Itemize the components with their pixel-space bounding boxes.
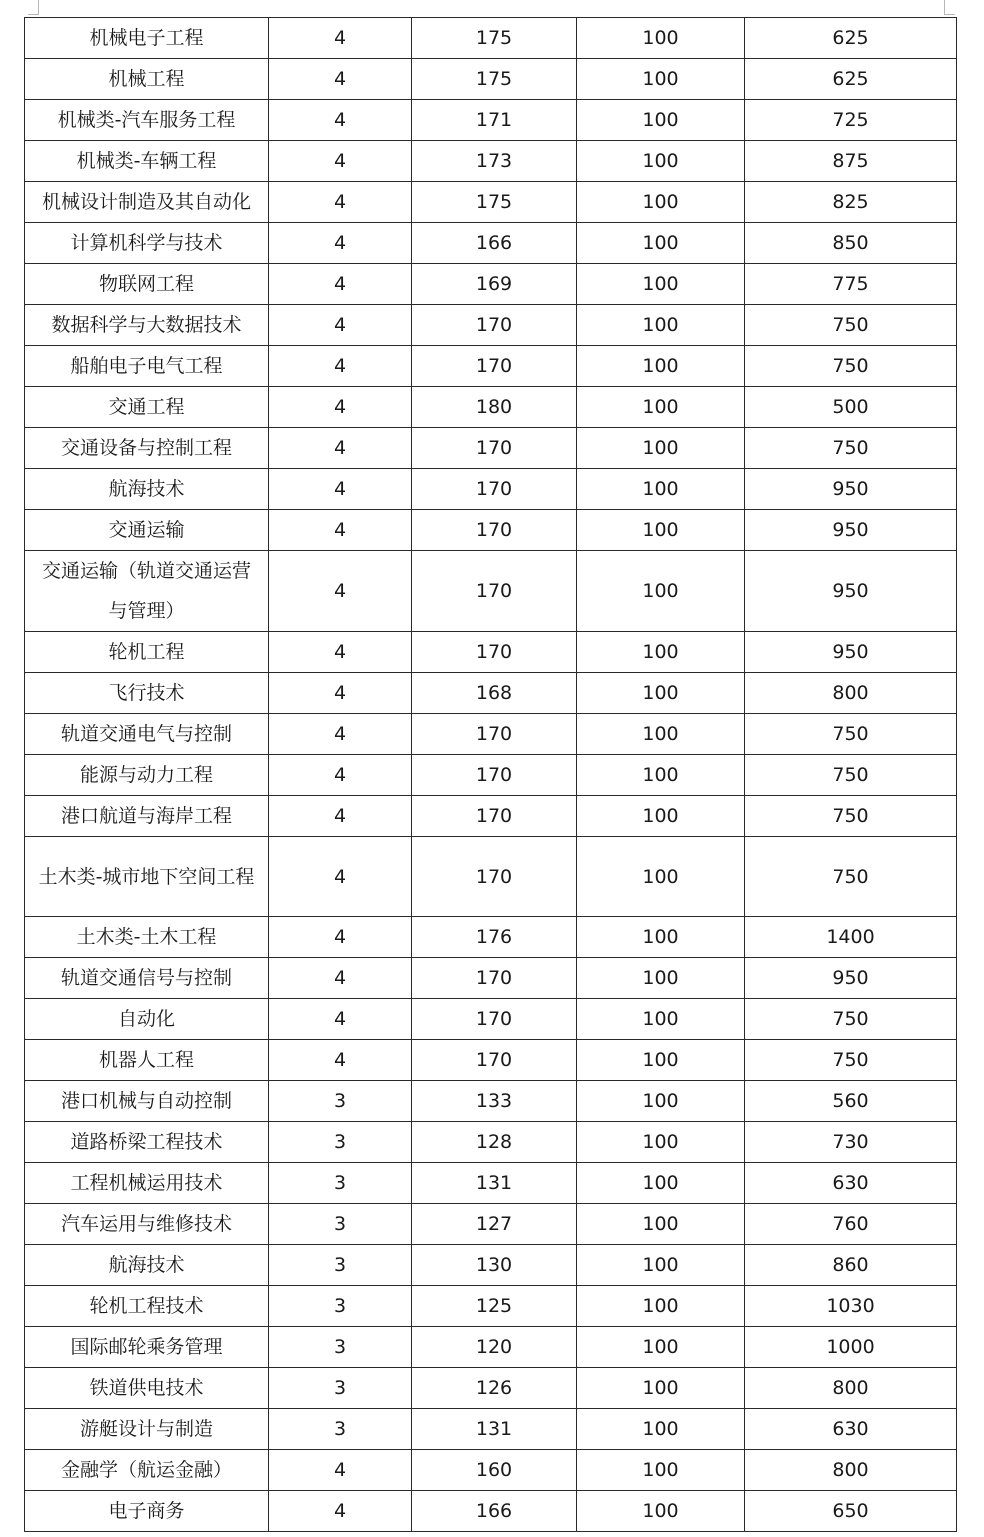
cell-credits: 170 (412, 428, 577, 469)
cell-fee: 750 (745, 428, 957, 469)
cell-years: 4 (269, 59, 412, 100)
cell-fee: 1030 (745, 1286, 957, 1327)
cell-major: 机械类-车辆工程 (25, 141, 269, 182)
cell-credits: 125 (412, 1286, 577, 1327)
cell-major: 机械工程 (25, 59, 269, 100)
cell-score: 100 (577, 18, 745, 59)
table-row (25, 346, 957, 387)
cell-fee: 750 (745, 305, 957, 346)
table-row (25, 1122, 957, 1163)
cell-credits: 170 (412, 755, 577, 796)
cell-score: 100 (577, 1040, 745, 1081)
cell-fee: 950 (745, 469, 957, 510)
cell-score: 100 (577, 714, 745, 755)
table-row (25, 1204, 957, 1245)
table-row (25, 223, 957, 264)
cell-major: 自动化 (25, 999, 269, 1040)
cell-years: 4 (269, 100, 412, 141)
table-row (25, 141, 957, 182)
cell-fee: 950 (745, 551, 957, 632)
cell-score: 100 (577, 182, 745, 223)
cell-major: 轨道交通信号与控制 (25, 958, 269, 999)
table-row (25, 755, 957, 796)
cell-score: 100 (577, 1286, 745, 1327)
cell-score: 100 (577, 632, 745, 673)
cell-fee: 500 (745, 387, 957, 428)
cell-years: 3 (269, 1163, 412, 1204)
table-row (25, 673, 957, 714)
cell-fee: 750 (745, 714, 957, 755)
cell-years: 4 (269, 1450, 412, 1491)
cell-fee: 750 (745, 796, 957, 837)
table-row (25, 428, 957, 469)
cell-years: 4 (269, 796, 412, 837)
cell-years: 4 (269, 917, 412, 958)
page-corner-mark-right (944, 0, 955, 15)
table-row (25, 1450, 957, 1491)
cell-fee: 775 (745, 264, 957, 305)
cell-major: 数据科学与大数据技术 (25, 305, 269, 346)
cell-major: 船舶电子电气工程 (25, 346, 269, 387)
table-row (25, 632, 957, 673)
cell-years: 4 (269, 264, 412, 305)
cell-years: 4 (269, 223, 412, 264)
cell-credits: 133 (412, 1081, 577, 1122)
cell-fee: 850 (745, 223, 957, 264)
cell-score: 100 (577, 837, 745, 917)
cell-major: 工程机械运用技术 (25, 1163, 269, 1204)
table-row (25, 510, 957, 551)
cell-major: 机械电子工程 (25, 18, 269, 59)
cell-credits: 170 (412, 999, 577, 1040)
cell-years: 3 (269, 1368, 412, 1409)
table-row (25, 796, 957, 837)
cell-score: 100 (577, 1245, 745, 1286)
cell-fee: 950 (745, 958, 957, 999)
cell-years: 4 (269, 1040, 412, 1081)
cell-credits: 175 (412, 59, 577, 100)
cell-credits: 170 (412, 510, 577, 551)
cell-fee: 725 (745, 100, 957, 141)
cell-credits: 175 (412, 182, 577, 223)
cell-fee: 875 (745, 141, 957, 182)
cell-credits: 166 (412, 1491, 577, 1532)
cell-major: 轮机工程 (25, 632, 269, 673)
table-row (25, 999, 957, 1040)
table-row (25, 1409, 957, 1450)
cell-score: 100 (577, 755, 745, 796)
cell-years: 4 (269, 346, 412, 387)
cell-years: 4 (269, 958, 412, 999)
cell-credits: 169 (412, 264, 577, 305)
cell-credits: 128 (412, 1122, 577, 1163)
cell-major: 轮机工程技术 (25, 1286, 269, 1327)
cell-fee: 860 (745, 1245, 957, 1286)
table-row (25, 1491, 957, 1532)
cell-major: 能源与动力工程 (25, 755, 269, 796)
table-row (25, 1081, 957, 1122)
cell-major: 港口机械与自动控制 (25, 1081, 269, 1122)
cell-fee: 950 (745, 510, 957, 551)
cell-score: 100 (577, 1122, 745, 1163)
cell-major: 轨道交通电气与控制 (25, 714, 269, 755)
cell-credits: 170 (412, 346, 577, 387)
cell-credits: 170 (412, 551, 577, 632)
table-row (25, 100, 957, 141)
cell-score: 100 (577, 100, 745, 141)
cell-score: 100 (577, 141, 745, 182)
cell-credits: 170 (412, 958, 577, 999)
cell-years: 4 (269, 551, 412, 632)
cell-major: 国际邮轮乘务管理 (25, 1327, 269, 1368)
cell-score: 100 (577, 1327, 745, 1368)
cell-major: 港口航道与海岸工程 (25, 796, 269, 837)
cell-score: 100 (577, 59, 745, 100)
cell-years: 4 (269, 714, 412, 755)
cell-fee: 750 (745, 1040, 957, 1081)
cell-major: 道路桥梁工程技术 (25, 1122, 269, 1163)
cell-credits: 131 (412, 1163, 577, 1204)
cell-years: 4 (269, 305, 412, 346)
majors-table-body (25, 18, 957, 1532)
cell-major: 土木类-土木工程 (25, 917, 269, 958)
cell-credits: 127 (412, 1204, 577, 1245)
cell-score: 100 (577, 428, 745, 469)
cell-years: 3 (269, 1327, 412, 1368)
cell-credits: 170 (412, 837, 577, 917)
cell-credits: 170 (412, 714, 577, 755)
cell-credits: 126 (412, 1368, 577, 1409)
cell-score: 100 (577, 958, 745, 999)
cell-major: 交通工程 (25, 387, 269, 428)
cell-years: 4 (269, 428, 412, 469)
cell-score: 100 (577, 469, 745, 510)
page-corner-mark-left (28, 0, 39, 15)
cell-major: 金融学（航运金融） (25, 1450, 269, 1491)
cell-years: 3 (269, 1204, 412, 1245)
cell-score: 100 (577, 1491, 745, 1532)
cell-years: 4 (269, 18, 412, 59)
cell-fee: 730 (745, 1122, 957, 1163)
cell-major: 飞行技术 (25, 673, 269, 714)
table-row (25, 59, 957, 100)
cell-score: 100 (577, 387, 745, 428)
cell-credits: 170 (412, 796, 577, 837)
cell-years: 3 (269, 1409, 412, 1450)
cell-fee: 1000 (745, 1327, 957, 1368)
majors-table (24, 17, 957, 1532)
cell-score: 100 (577, 673, 745, 714)
cell-major: 交通运输（轨道交通运营与管理） (25, 551, 269, 632)
cell-score: 100 (577, 1409, 745, 1450)
cell-fee: 625 (745, 18, 957, 59)
table-row (25, 1245, 957, 1286)
cell-years: 3 (269, 1081, 412, 1122)
cell-credits: 170 (412, 305, 577, 346)
cell-credits: 131 (412, 1409, 577, 1450)
cell-years: 4 (269, 632, 412, 673)
cell-years: 4 (269, 837, 412, 917)
cell-major: 游艇设计与制造 (25, 1409, 269, 1450)
cell-credits: 176 (412, 917, 577, 958)
cell-years: 4 (269, 510, 412, 551)
cell-major: 铁道供电技术 (25, 1368, 269, 1409)
cell-years: 4 (269, 673, 412, 714)
cell-years: 3 (269, 1286, 412, 1327)
cell-major: 电子商务 (25, 1491, 269, 1532)
cell-fee: 800 (745, 1450, 957, 1491)
cell-credits: 160 (412, 1450, 577, 1491)
cell-major: 计算机科学与技术 (25, 223, 269, 264)
cell-years: 4 (269, 141, 412, 182)
table-row (25, 264, 957, 305)
table-row (25, 551, 957, 632)
cell-years: 4 (269, 182, 412, 223)
cell-years: 4 (269, 755, 412, 796)
cell-fee: 750 (745, 999, 957, 1040)
cell-fee: 630 (745, 1409, 957, 1450)
cell-credits: 130 (412, 1245, 577, 1286)
cell-years: 3 (269, 1245, 412, 1286)
cell-score: 100 (577, 551, 745, 632)
cell-major: 航海技术 (25, 1245, 269, 1286)
cell-fee: 750 (745, 755, 957, 796)
cell-score: 100 (577, 346, 745, 387)
cell-fee: 625 (745, 59, 957, 100)
cell-credits: 166 (412, 223, 577, 264)
cell-score: 100 (577, 999, 745, 1040)
cell-major: 汽车运用与维修技术 (25, 1204, 269, 1245)
cell-fee: 800 (745, 673, 957, 714)
table-row (25, 182, 957, 223)
cell-major: 机械类-汽车服务工程 (25, 100, 269, 141)
cell-years: 4 (269, 1491, 412, 1532)
cell-years: 4 (269, 469, 412, 510)
cell-major: 交通设备与控制工程 (25, 428, 269, 469)
table-row (25, 1286, 957, 1327)
cell-fee: 800 (745, 1368, 957, 1409)
cell-fee: 825 (745, 182, 957, 223)
cell-credits: 168 (412, 673, 577, 714)
cell-fee: 760 (745, 1204, 957, 1245)
table-row (25, 18, 957, 59)
table-row (25, 714, 957, 755)
cell-fee: 560 (745, 1081, 957, 1122)
cell-fee: 630 (745, 1163, 957, 1204)
table-row (25, 1368, 957, 1409)
table-row (25, 1327, 957, 1368)
cell-major: 土木类-城市地下空间工程 (25, 837, 269, 917)
cell-fee: 750 (745, 346, 957, 387)
cell-major: 机械设计制造及其自动化 (25, 182, 269, 223)
table-row (25, 387, 957, 428)
cell-credits: 180 (412, 387, 577, 428)
cell-credits: 173 (412, 141, 577, 182)
cell-credits: 175 (412, 18, 577, 59)
cell-score: 100 (577, 305, 745, 346)
cell-major: 机器人工程 (25, 1040, 269, 1081)
cell-credits: 170 (412, 1040, 577, 1081)
table-row (25, 837, 957, 917)
table-row (25, 917, 957, 958)
table-row (25, 1040, 957, 1081)
cell-major: 航海技术 (25, 469, 269, 510)
cell-fee: 1400 (745, 917, 957, 958)
cell-score: 100 (577, 223, 745, 264)
cell-years: 3 (269, 1122, 412, 1163)
cell-fee: 650 (745, 1491, 957, 1532)
cell-score: 100 (577, 510, 745, 551)
cell-score: 100 (577, 1450, 745, 1491)
cell-score: 100 (577, 1163, 745, 1204)
cell-score: 100 (577, 1204, 745, 1245)
table-row (25, 305, 957, 346)
cell-score: 100 (577, 1081, 745, 1122)
cell-major: 物联网工程 (25, 264, 269, 305)
cell-score: 100 (577, 1368, 745, 1409)
cell-credits: 171 (412, 100, 577, 141)
table-row (25, 958, 957, 999)
cell-years: 4 (269, 387, 412, 428)
cell-score: 100 (577, 264, 745, 305)
cell-score: 100 (577, 917, 745, 958)
cell-fee: 950 (745, 632, 957, 673)
cell-credits: 170 (412, 632, 577, 673)
cell-years: 4 (269, 999, 412, 1040)
cell-credits: 120 (412, 1327, 577, 1368)
table-row (25, 469, 957, 510)
cell-major: 交通运输 (25, 510, 269, 551)
table-row (25, 1163, 957, 1204)
cell-score: 100 (577, 796, 745, 837)
cell-credits: 170 (412, 469, 577, 510)
cell-fee: 750 (745, 837, 957, 917)
